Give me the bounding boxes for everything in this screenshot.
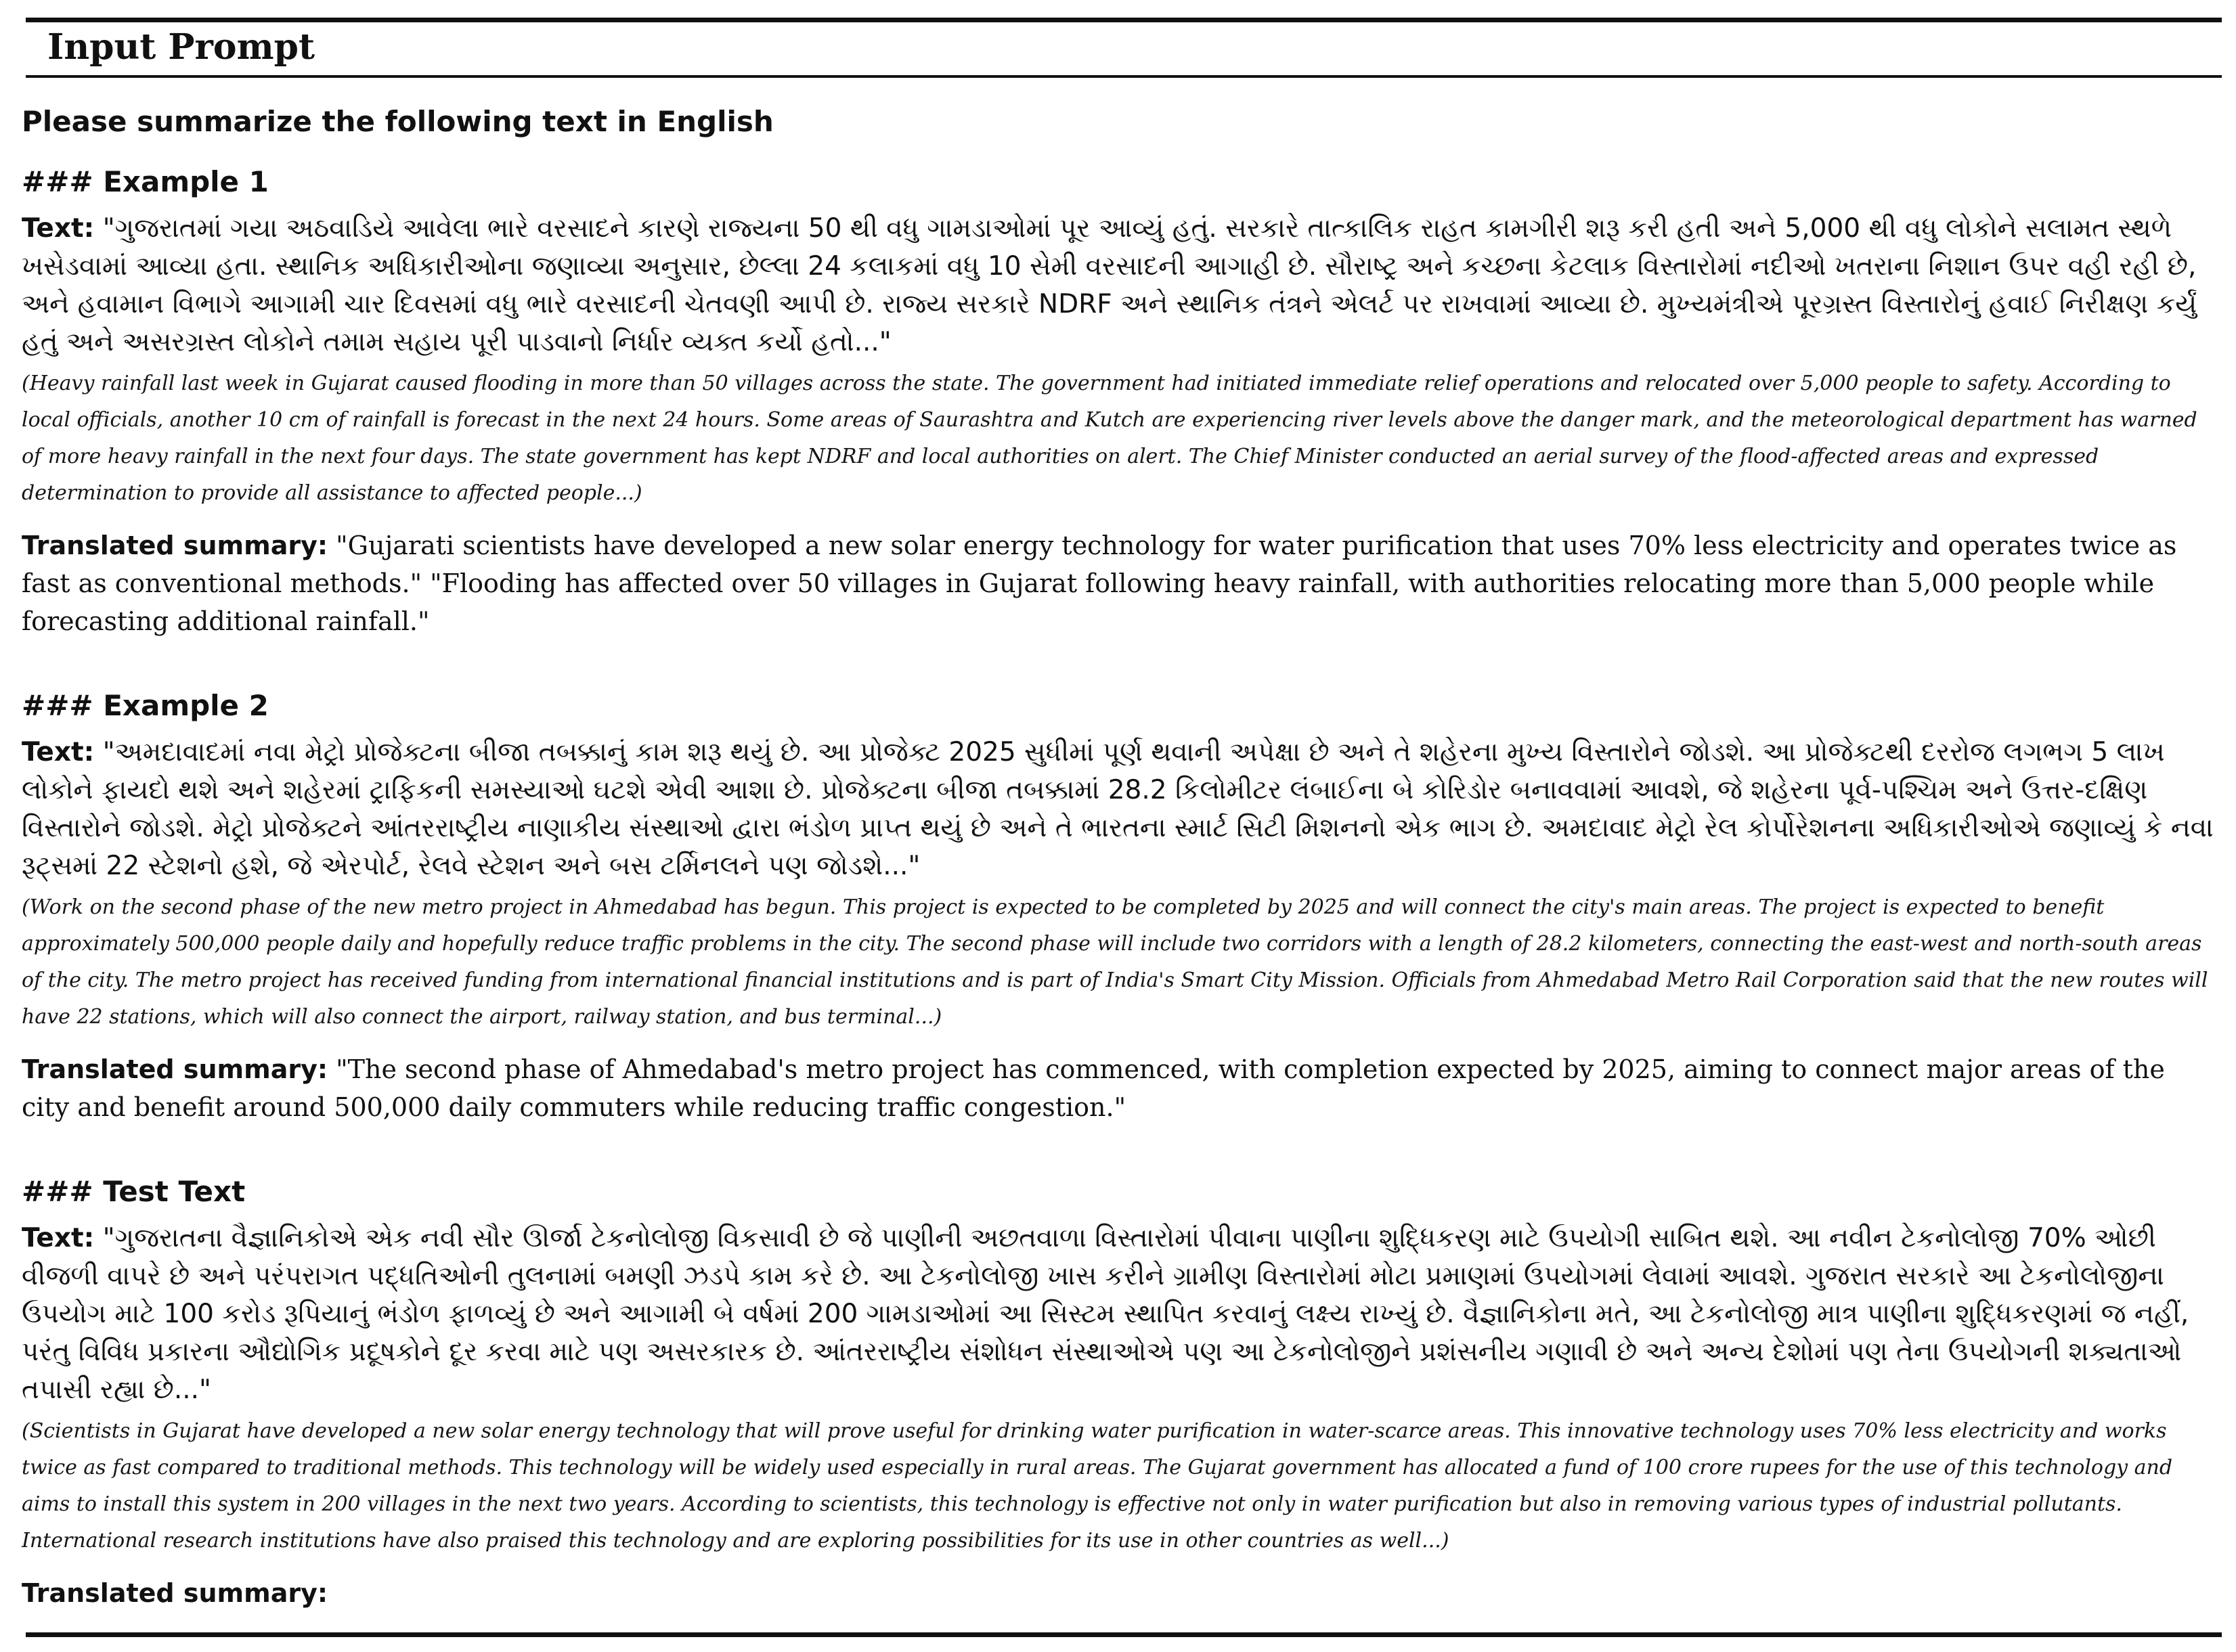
summary-label: Translated summary: bbox=[22, 1054, 328, 1084]
prompt-body bbox=[22, 100, 2215, 1612]
translated-summary bbox=[22, 527, 2215, 640]
summary-label: Translated summary: bbox=[22, 1578, 328, 1608]
test-text-section bbox=[22, 1171, 2215, 1612]
summary-text: "The second phase of Ahmedabad's metro project has commenced, with completion expected by 2025, aiming to connect major areas of the city and benefit around 500,000 daily commuters while reducing traffic congestion." bbox=[22, 1054, 2165, 1122]
english-gloss: (Work on the second phase of the new metro project in Ahmedabad has begun. This project is expected to be completed by 2025 and will connect the city's main areas. The project is expected to benefit approximately 500,000 people daily and hopefully reduce traffic problems in the city. The second phase will include two corridors with a length of 28.2 kilometers, connecting the east-west and north-south areas of the city. The metro project has received funding from international financial institutions and is part of India's Smart City Mission. Officials from Ahmedabad Metro Rail Corporation said that the new routes will have 22 stations, which will also connect the airport, railway station, and bus terminal...) bbox=[22, 895, 2208, 1029]
top-rule bbox=[26, 18, 2222, 22]
translated-summary bbox=[22, 1050, 2215, 1126]
example-2 bbox=[22, 685, 2215, 1126]
text-label: Text: bbox=[22, 1223, 95, 1253]
header-rule bbox=[26, 75, 2222, 78]
source-text bbox=[22, 210, 2215, 361]
summary-text: "Gujarati scientists have developed a new solar energy technology for water purification that uses 70% less electricity and operates twice as fast as conventional methods." "Flooding has affected over 50 villages in Gujarat following heavy rainfall, with authorities relocating more than 5,000 people while forecasting additional rainfall." bbox=[22, 531, 2177, 636]
source-text bbox=[22, 734, 2215, 885]
text-label: Text: bbox=[22, 737, 95, 767]
gujarati-text: "ગુજરાતના વૈજ્ઞાનિકોએ એક નવી સૌર ઊર્જા ટેકનોલોજી વિકસાવી છે જે પાણીની અછતવાળા વિસ્તારોમાં પીવાના પાણીના શુદ્ધિકરણ માટે ઉપયોગી સાબિત થશે. આ નવીન ટેકનોલોજી 70% ઓછી વીજળી વાપરે છે અને પરંપરાગત પદ્ધતિઓની તુલનામાં બમણી ઝડપે કામ કરે છે. આ ટેકનોલોજી ખાસ કરીને ગ્રામીણ વિસ્તારોમાં મોટા પ્રમાણમાં ઉપયોગમાં લેવામાં આવશે. ગુજરાત સરકારે આ ટેકનોલોજીના ઉપયોગ માટે 100 કરોડ રૂપિયાનું ભંડોળ ફાળવ્યું છે અને આગામી બે વર્ષમાં 200 ગામડાઓમાં આ સિસ્ટમ સ્થાપિત કરવાનું લક્ષ્ય રાખ્યું છે. વૈજ્ઞાનિકોના મતે, આ ટેકનોલોજી માત્ર પાણીના શુદ્ધિકરણમાં જ નહીં, પરંતુ વિવિધ પ્રકારના ઔદ્યોગિક પ્રદૂષકોને દૂર કરવા માટે પણ અસરકારક છે. આંતરરાષ્ટ્રીય સંશોધન સંસ્થાઓએ પણ આ ટેકનોલોજીને પ્રશંસનીય ગણાવી છે અને અન્ય દેશોમાં પણ તેના ઉપયોગની શક્યતાઓ તપાસી રહ્યા છે..." bbox=[22, 1223, 2189, 1405]
english-gloss: (Heavy rainfall last week in Gujarat caused flooding in more than 50 villages across the state. The government had initiated immediate relief operations and relocated over 5,000 people to safety. According to local officials, another 10 cm of rainfall is forecast in the next 24 hours. Some areas of Saurashtra and Kutch are experiencing river levels above the danger mark, and the meteorological department has warned of more heavy rainfall in the next four days. The state government has kept NDRF and local authorities on alert. The Chief Minister conducted an aerial survey of the flood-affected areas and expressed determination to provide all assistance to affected people...) bbox=[22, 372, 2197, 505]
gujarati-text: "ગુજરાતમાં ગયા અઠવાડિયે આવેલા ભારે વરસાદને કારણે રાજ્યના 50 થી વધુ ગામડાઓમાં પૂર આવ્યું હતું. સરકારે તાત્કાલિક રાહત કામગીરી શરૂ કરી હતી અને 5,000 થી વધુ લોકોને સલામત સ્થળે ખસેડવામાં આવ્યા હતા. સ્થાનિક અધિકારીઓના જણાવ્યા અનુસાર, છેલ્લા 24 કલાકમાં વધુ 10 સેમી વરસાદની આગાહી છે. સૌરાષ્ટ્ર અને કચ્છના કેટલાક વિસ્તારોમાં નદીઓ ખતરાના નિશાન ઉપર વહી રહી છે, અને હવામાન વિભાગે આગામી ચાર દિવસમાં વધુ ભારે વરસાદની ચેતવણી આપી છે. રાજ્ય સરકારે NDRF અને સ્થાનિક તંત્રને એલર્ટ પર રાખવામાં આવ્યા છે. મુખ્યમંત્રીએ પૂરગ્રસ્ત વિસ્તારોનું હવાઈ નિરીક્ષણ કર્યું હતું અને અસરગ્રસ્ત લોકોને તમામ સહાય પૂરી પાડવાનો નિર્ધાર વ્યક્ત કર્યો હતો..." bbox=[22, 213, 2197, 357]
text-label: Text: bbox=[22, 213, 95, 244]
summary-label: Translated summary: bbox=[22, 531, 328, 560]
instruction: Please summarize the following text in English bbox=[22, 105, 774, 138]
english-gloss: (Scientists in Gujarat have developed a new solar energy technology that will prove useful for drinking water purification in water-scarce areas. This innovative technology uses 70% less electricity and works twice as fast compared to traditional methods. This technology will be widely used especially in rural areas. The Gujarat government has allocated a fund of 100 crore rupees for the use of this technology and aims to install this system in 200 villages in the next two years. According to scientists, this technology is effective not only in water purification but also in removing various types of industrial pollutants. International research institutions have also praised this technology and are exploring possibilities for its use in other countries as well...) bbox=[22, 1419, 2173, 1553]
test-heading: ### Test Text bbox=[22, 1175, 246, 1208]
source-text bbox=[22, 1220, 2215, 1409]
example-heading: ### Example 1 bbox=[22, 165, 269, 198]
example-heading: ### Example 2 bbox=[22, 689, 269, 722]
example-1 bbox=[22, 161, 2215, 640]
gujarati-text: "અમદાવાદમાં નવા મેટ્રો પ્રોજેક્ટના બીજા તબક્કાનું કામ શરૂ થયું છે. આ પ્રોજેક્ટ 2025 સુધીમાં પૂર્ણ થવાની અપેક્ષા છે અને તે શહેરના મુખ્ય વિસ્તારોને જોડશે. આ પ્રોજેક્ટથી દરરોજ લગભગ 5 લાખ લોકોને ફાયદો થશે અને શહેરમાં ટ્રાફિકની સમસ્યાઓ ઘટશે એવી આશા છે. પ્રોજેક્ટના બીજા તબક્કામાં 28.2 કિલોમીટર લંબાઈના બે કોરિડોર બનાવવામાં આવશે, જે શહેરના પૂર્વ-પશ્ચિમ અને ઉત્તર-દક્ષિણ વિસ્તારોને જોડશે. મેટ્રો પ્રોજેક્ટને આંતરરાષ્ટ્રીય નાણાકીય સંસ્થાઓ દ્વારા ભંડોળ પ્રાપ્ત થયું છે અને તે ભારતના સ્માર્ટ સિટી મિશનનો એક ભાગ છે. અમદાવાદ મેટ્રો રેલ કોર્પોરેશનના અધિકારીઓએ જણાવ્યું કે નવા રૂટ્સમાં 22 સ્ટેશનો હશે, જે એરપોર્ટ, રેલવે સ્ટેશન અને બસ ટર્મિનલને પણ જોડશે..." bbox=[22, 737, 2214, 881]
panel-title: Input Prompt bbox=[47, 26, 315, 68]
bottom-rule bbox=[26, 1632, 2222, 1637]
translated-summary bbox=[22, 1574, 2215, 1612]
